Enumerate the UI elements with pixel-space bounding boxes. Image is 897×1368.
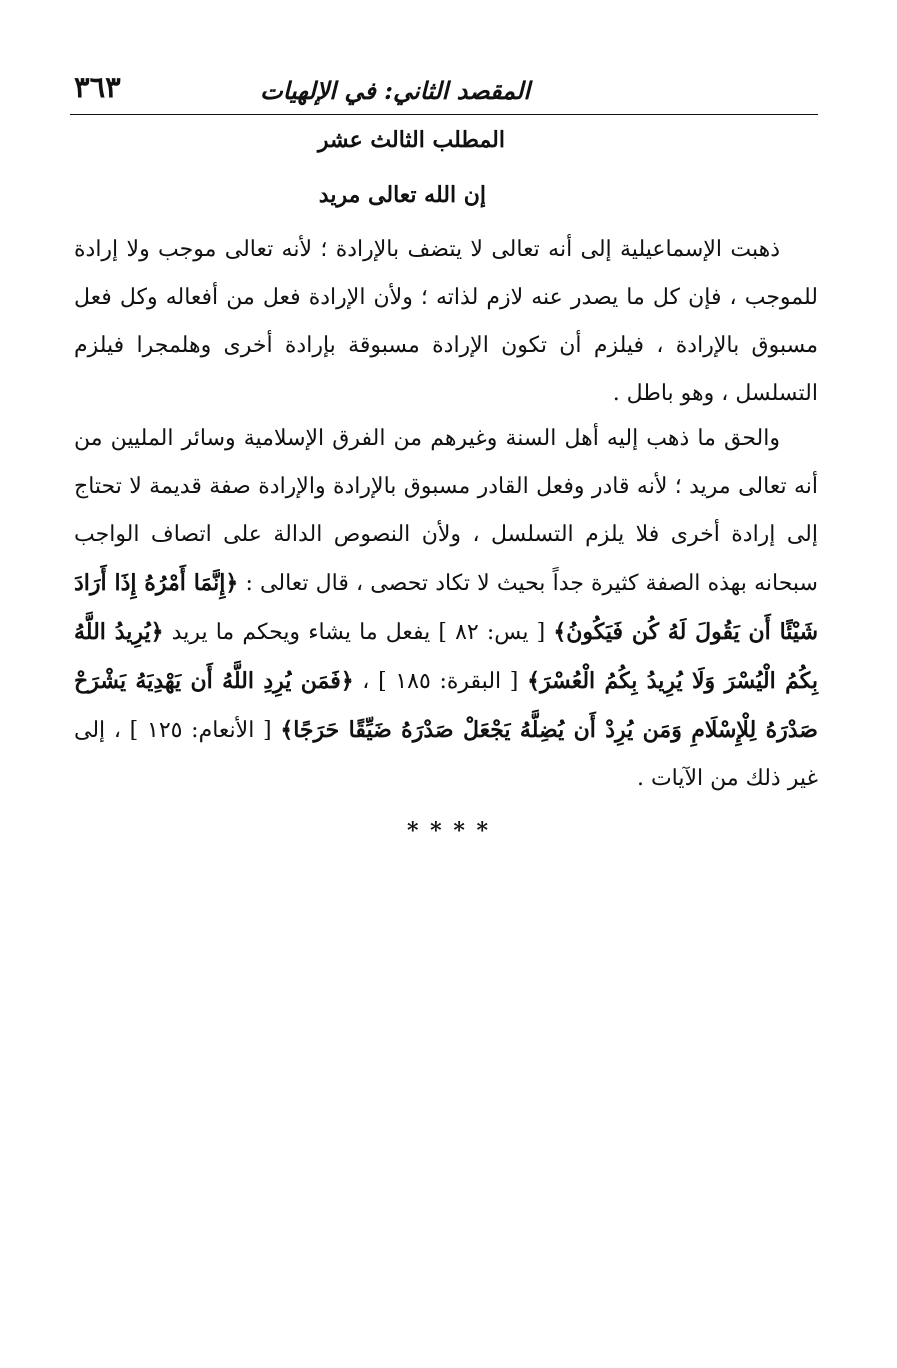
running-head bbox=[70, 68, 820, 112]
header-rule bbox=[70, 114, 818, 115]
quran-verse-1: ﴿إِنَّمَا أَمْرُهُ إِذَا أَرَادَ شَيْئًا أَن يَقُولَ لَهُ كُن فَيَكُونُ﴾ bbox=[74, 570, 819, 645]
section-title: المطلب الثالث عشر bbox=[317, 127, 505, 153]
paragraph-2-intro: والحق ما ذهب إليه أهل السنة وغيرهم من الفرق الإسلامية وسائر المليين من أنه تعالى مريد ؛ لأنه قادر وفعل القادر مسبوق بالإرادة والإرادة صفة قديمة لا تحتاج إلى إرادة أخرى فلا يلزم التسلسل ، ولأن النصوص الدالة على اتصاف الواجب سبحانه بهذه الصفة كثيرة جداً بحيث لا تكاد تحصى ، قال تعالى : bbox=[74, 426, 818, 596]
quran-verse-2: ﴿يُرِيدُ اللَّهُ بِكُمُ الْيُسْرَ وَلَا يُرِيدُ بِكُمُ الْعُسْرَ﴾ bbox=[74, 619, 818, 694]
running-title: المقصد الثاني: في الإلهيات bbox=[260, 76, 530, 105]
verse-reference-1: [ يس: ٨٢ ] يفعل ما يشاء ويحكم ما يريد bbox=[163, 620, 554, 645]
paragraph-2-text bbox=[74, 415, 818, 803]
page-number: ٣٦٣ bbox=[74, 70, 121, 104]
section-separator: * * * * bbox=[407, 818, 490, 844]
verse-reference-2: [ البقرة: ١٨٥ ] ، bbox=[353, 669, 528, 694]
paragraph-2 bbox=[74, 415, 818, 803]
paragraph-1 bbox=[74, 226, 818, 418]
paragraph-1-text: ذهبت الإسماعيلية إلى أنه تعالى لا يتضف بالإرادة ؛ لأنه تعالى موجب ولا إرادة للموجب ، فإن كل ما يصدر عنه لازم لذاته ؛ ولأن الإرادة فعل من أفعاله وكل فعل مسبوق بالإرادة ، فيلزم أن تكون الإرادة مسبوقة بإرادة أخرى وهلمجرا فيلزم التسلسل ، وهو باطل . bbox=[74, 237, 818, 406]
quran-verse-3: ﴿فَمَن يُرِدِ اللَّهُ أَن يَهْدِيَهُ يَشْرَحْ صَدْرَهُ لِلْإِسْلَامِ وَمَن يُرِدْ أَن يُضِلَّهُ يَجْعَلْ صَدْرَهُ ضَيِّقًا حَرَجًا﴾ bbox=[74, 668, 818, 743]
verse-reference-3: [ الأنعام: ١٢٥ ] ، إلى غير ذلك من الآيات . bbox=[74, 718, 818, 791]
section-subtitle: إن الله تعالى مريد bbox=[318, 182, 486, 208]
